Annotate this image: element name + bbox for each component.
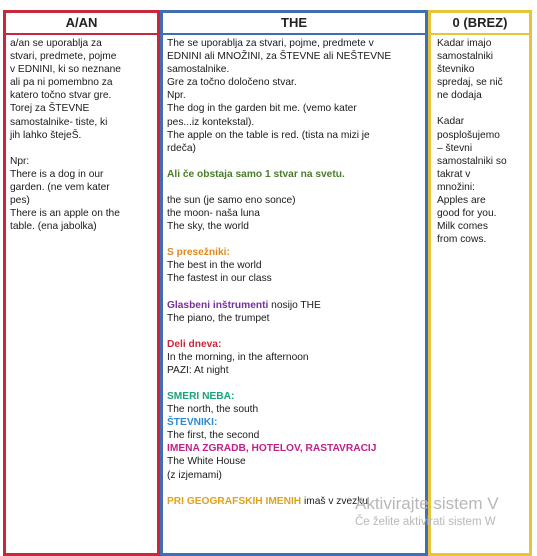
a-an-line: There is an apple on the — [10, 208, 120, 220]
zero-line: posplošujemo — [437, 129, 500, 141]
zero-line: Apples are — [437, 195, 486, 207]
buildings-lines — [167, 455, 421, 481]
instruments-line: The piano, the trumpet — [167, 312, 270, 324]
the-intro-line: The apple on the table is red. (tista na mizi je — [167, 129, 370, 141]
the-intro-line: The se uporablja za stvari, pojme, predmete v — [167, 38, 374, 49]
zero-line: Kadar — [437, 116, 465, 128]
superlative-line: The fastest in our class — [167, 273, 272, 285]
one-thing-lines — [167, 194, 421, 233]
column-the — [160, 10, 428, 556]
zero-line: takrat v — [437, 168, 471, 180]
ordinals-lines — [167, 429, 421, 442]
superlative-line: The best in the world — [167, 260, 262, 272]
a-an-line: garden. (ne vem kater — [10, 181, 110, 193]
zero-line: Kadar imajo — [437, 38, 492, 49]
the-intro — [167, 37, 421, 155]
buildings-heading: IMENA ZGRADB, HOTELOV, RASTAVRACIJ — [167, 443, 377, 455]
zero-line — [437, 102, 525, 115]
one-thing-line: the sun (je samo eno sonce) — [167, 194, 296, 206]
geo-suffix: imaš v zvezku — [301, 495, 368, 507]
a-an-line: ali pa ni pomembno za — [10, 77, 113, 89]
column-zero — [428, 10, 532, 556]
a-an-line: katero točno stvar gre. — [10, 90, 112, 102]
instruments-lines — [167, 312, 421, 325]
a-an-line: pes) — [10, 195, 30, 207]
zero-line: množini: — [437, 181, 475, 193]
the-intro-line: Gre za točno določeno stvar. — [167, 77, 297, 89]
the-intro-line: EDNINI ali MNOŽINI, za ŠTEVNE ali NEŠTEVNE — [167, 51, 392, 63]
column-a-an — [3, 10, 160, 556]
watermark-subtitle: Če želite aktivirati sistem W — [355, 516, 496, 528]
zero-line: – števni — [437, 142, 473, 154]
instruments-suffix: nosijo THE — [268, 299, 321, 311]
column-header-zero: 0 (BREZ) — [431, 13, 529, 35]
geo-heading: PRI GEOGRAFSKIH IMENIH — [167, 495, 302, 507]
directions-heading: SMERI NEBA: — [167, 390, 235, 402]
column-body-the — [167, 37, 421, 508]
buildings-line: (z izjemami) — [167, 469, 222, 481]
a-an-line — [10, 142, 153, 155]
column-header-a-an: A/AN — [6, 13, 157, 35]
zero-line: števniko — [437, 64, 475, 76]
superlative-heading: S presežniki: — [167, 247, 230, 259]
one-thing-line: the moon- naša luna — [167, 208, 260, 220]
zero-line: samostalniki so — [437, 155, 507, 167]
day-parts-line: PAZI: At night — [167, 364, 229, 376]
the-intro-line: pes...iz kontekstal). — [167, 116, 255, 128]
column-body-zero — [437, 37, 525, 246]
a-an-line: table. (ena jabolka) — [10, 221, 97, 233]
column-body-a-an — [10, 37, 153, 233]
zero-line: samostalniki — [437, 51, 494, 63]
a-an-line: a/an se uporablja za — [10, 38, 102, 49]
directions-line: The north, the south — [167, 404, 259, 416]
buildings-line: The White House — [167, 456, 246, 468]
day-parts-line: In the morning, in the afternoon — [167, 351, 309, 363]
day-parts-lines — [167, 351, 421, 377]
ordinals-heading: ŠTEVNIKI: — [167, 417, 218, 429]
the-intro-line: Npr. — [167, 90, 186, 102]
instruments-heading: Glasbeni inštrumenti — [167, 299, 269, 311]
superlative-lines — [167, 259, 421, 285]
a-an-line: Npr: — [10, 155, 30, 167]
a-an-line: stvari, predmete, pojme — [10, 51, 117, 63]
a-an-line: jih lahko štejeŠ. — [10, 129, 82, 141]
the-intro-line: The dog in the garden bit me. (vemo kater — [167, 103, 357, 115]
zero-line: from cows. — [437, 234, 487, 246]
a-an-line: samostalnike- tiste, ki — [10, 116, 108, 128]
one-thing-line: The sky, the world — [167, 221, 249, 233]
the-intro-line: rdeča) — [167, 142, 196, 154]
instruments-heading-row — [167, 299, 421, 312]
ordinals-line: The first, the second — [167, 430, 260, 442]
zero-line: Milk comes — [437, 221, 488, 233]
the-intro-line: samostalnike. — [167, 64, 230, 76]
a-an-line: Torej za ŠTEVNE — [10, 103, 90, 115]
zero-line: ne dodaja — [437, 90, 482, 102]
a-an-line: v EDNINI, ki so neznane — [10, 64, 121, 76]
day-parts-heading: Deli dneva: — [167, 338, 222, 350]
activation-watermark — [355, 494, 499, 528]
watermark-title: Aktivirajte sistem V — [355, 494, 499, 513]
zero-line: good for you. — [437, 208, 497, 220]
one-thing-heading: Ali če obstaja samo 1 stvar na svetu. — [167, 168, 345, 180]
column-header-the: THE — [163, 13, 425, 35]
zero-line: spredaj, se nič — [437, 77, 503, 89]
a-an-line: There is a dog in our — [10, 168, 104, 180]
directions-lines — [167, 403, 421, 416]
